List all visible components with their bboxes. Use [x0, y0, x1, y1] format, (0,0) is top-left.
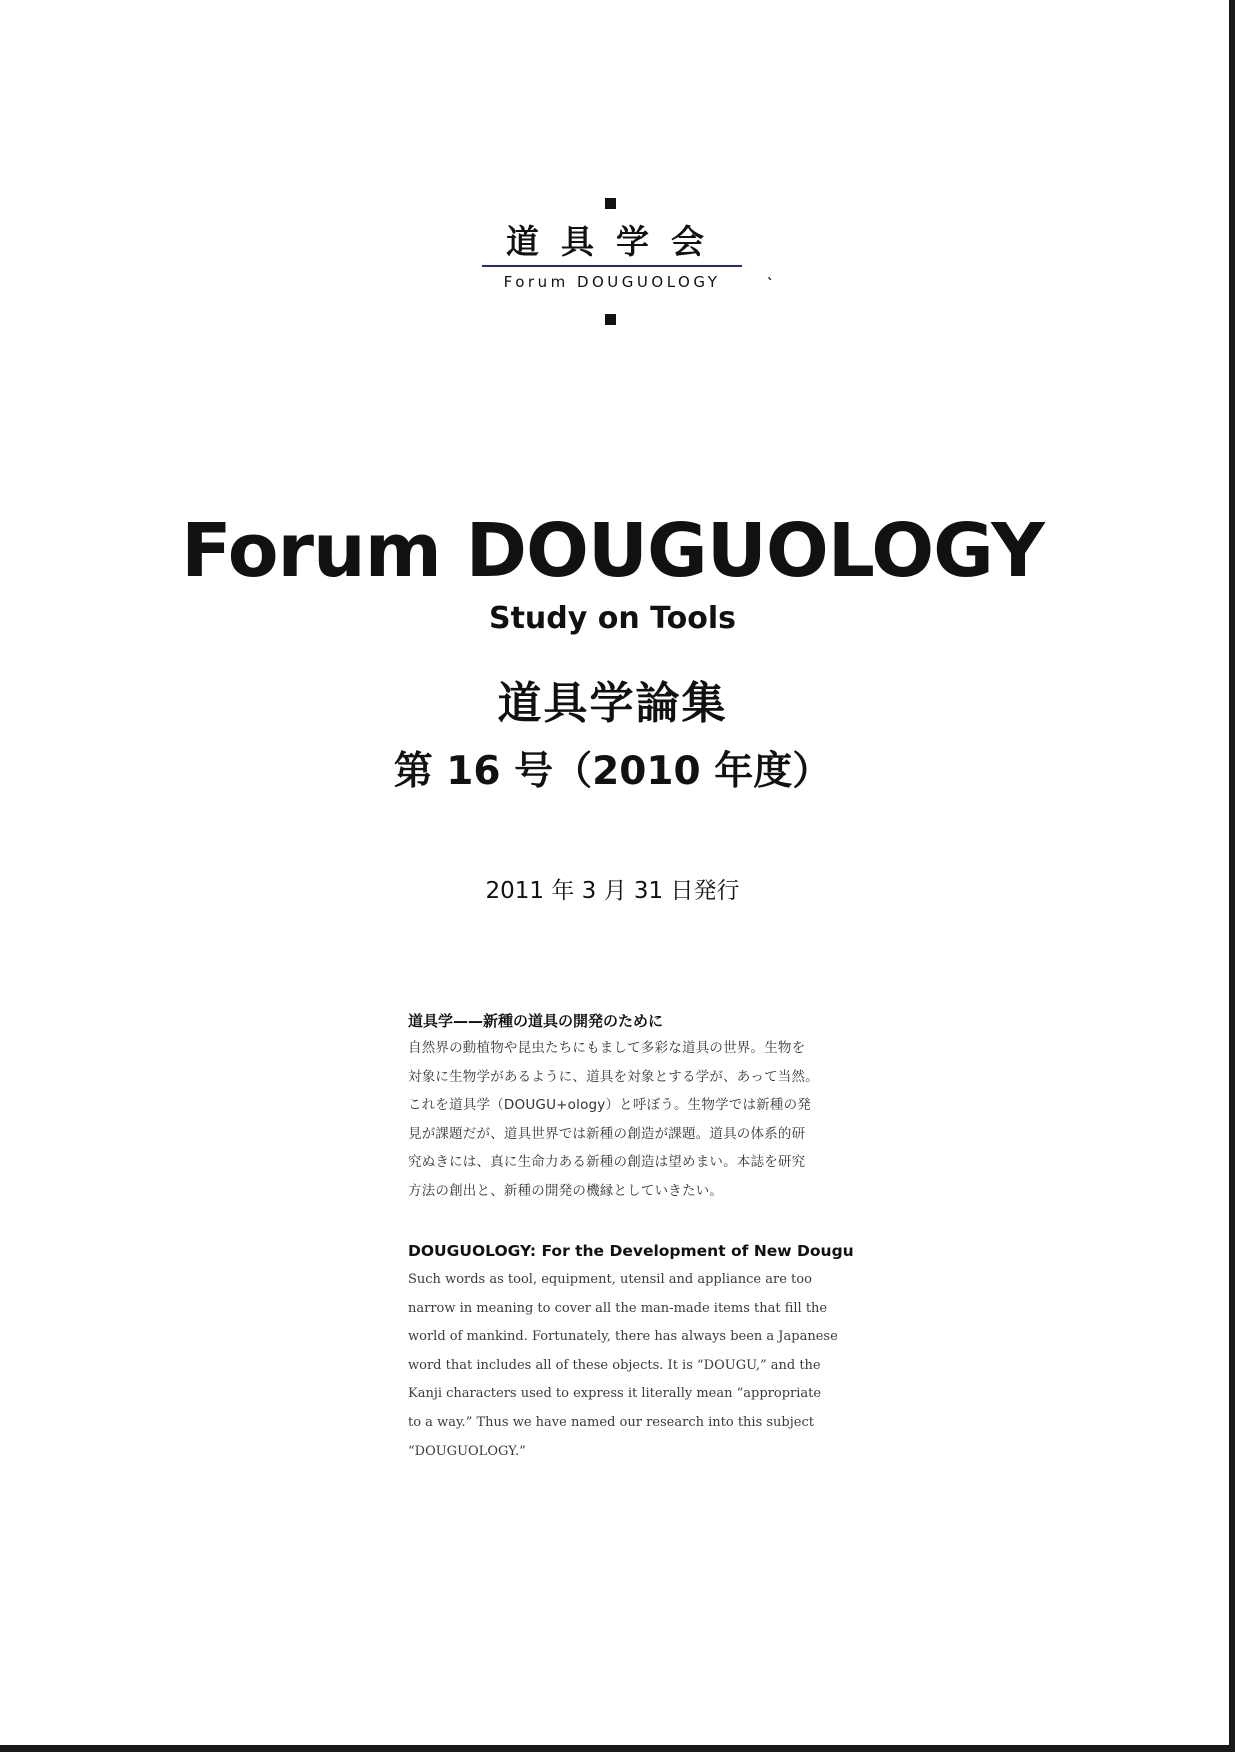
english-statement — [408, 1236, 854, 1466]
japanese-statement-line: 見が課題だが、道具世界では新種の創造が課題。道具の体系的研 — [408, 1125, 806, 1142]
japanese-statement-line: これを道具学（DOUGU+ology）と呼ぼう。生物学では新種の発 — [408, 1097, 811, 1113]
publication-date: 2011 年 3 月 31 日発行 — [485, 878, 740, 904]
logo-square-bottom — [605, 314, 616, 325]
english-statement-line: “DOUGUOLOGY.” — [408, 1443, 526, 1459]
logo-square-top — [605, 198, 616, 209]
journal-title: Forum DOUGUOLOGY — [181, 508, 1044, 594]
society-name-japanese: 道具学会 — [506, 222, 726, 261]
english-statement-line: Such words as tool, equipment, utensil and appliance are too — [408, 1272, 812, 1287]
japanese-statement-line: 方法の創出と、新種の開発の機縁としていきたい。 — [408, 1182, 724, 1199]
journal-title-japanese: 道具学論集 — [497, 678, 728, 729]
japanese-statement-line: 究ぬきには、真に生命力ある新種の創造は望めまい。本誌を研究 — [408, 1154, 806, 1170]
english-statement-line: Kanji characters used to express it literally mean “appropriate — [408, 1386, 822, 1402]
issue-number: 第 16 号（2010 年度） — [393, 749, 832, 794]
japanese-statement-line: 対象に生物学があるように、道具を対象とする学が、あって当然。 — [408, 1068, 819, 1085]
english-statement-line: narrow in meaning to cover all the man-made items that fill the — [408, 1300, 828, 1316]
japanese-statement — [408, 1008, 828, 1205]
journal-subtitle: Study on Tools — [488, 601, 737, 636]
english-statement-heading: DOUGUOLOGY: For the Development of New Dougu — [408, 1242, 854, 1260]
english-statement-line: word that includes all of these objects. It is “DOUGU,” and the — [408, 1357, 821, 1373]
japanese-statement-line: 自然界の動植物や昆虫たちにもまして多彩な道具の世界。生物を — [408, 1040, 806, 1056]
logo-mark: ` — [767, 277, 774, 293]
page-edge-right — [1229, 0, 1235, 1752]
society-logo — [482, 222, 742, 291]
society-name-english: Forum DOUGUOLOGY — [503, 273, 721, 291]
page-edge-bottom — [0, 1745, 1235, 1752]
english-statement-line: world of mankind. Fortunately, there has always been a Japanese — [408, 1329, 838, 1345]
logo-rule — [482, 265, 742, 267]
english-statement-line: to a way.” Thus we have named our research into this subject — [408, 1414, 814, 1430]
japanese-statement-heading: 道具学——新種の道具の開発のために — [408, 1012, 664, 1030]
